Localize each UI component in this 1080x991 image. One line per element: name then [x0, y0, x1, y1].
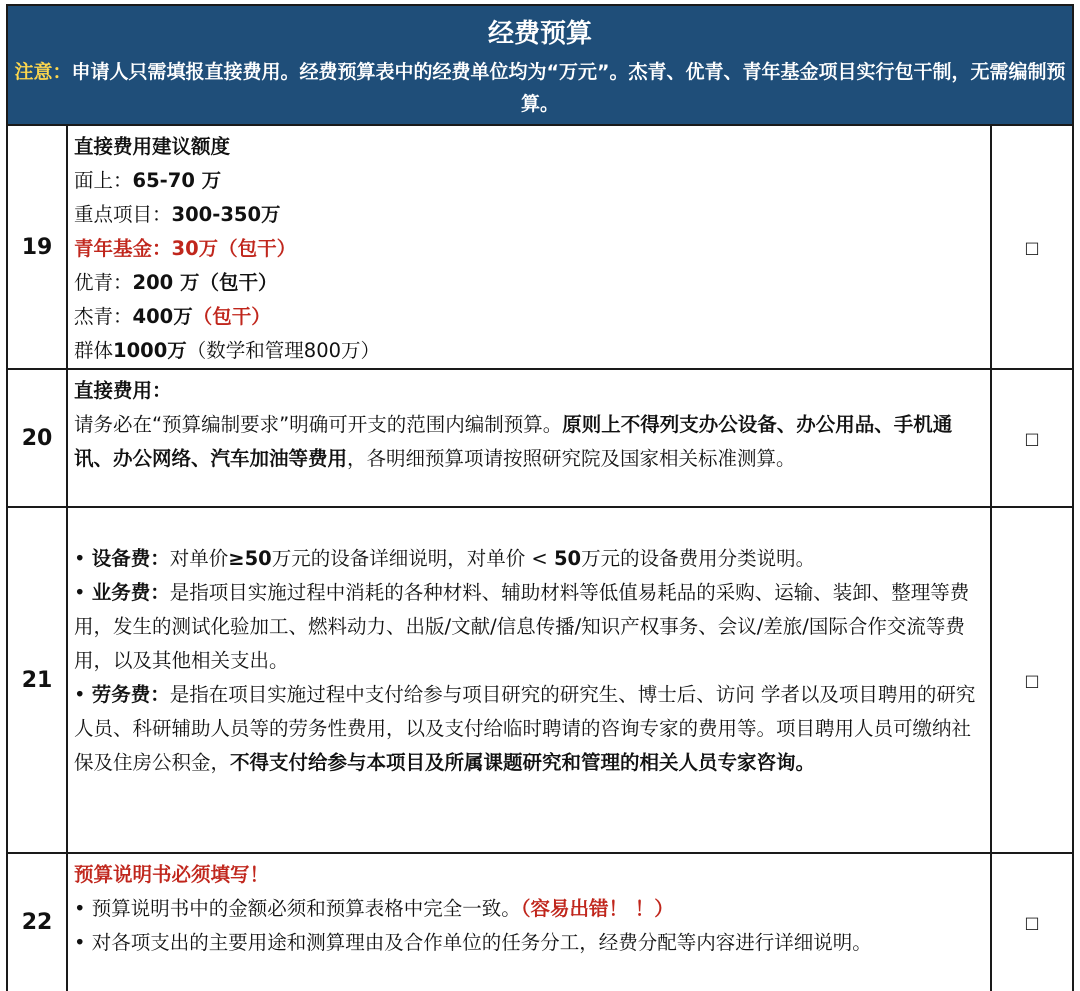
bullet-text: 万元的设备费用分类说明。 — [581, 547, 816, 570]
bullet-text: 预算说明书中的金额必须和预算表格中完全一致。 — [91, 897, 521, 920]
header-note — [8, 56, 1072, 120]
table-row-20 — [6, 370, 1074, 508]
section-header — [6, 4, 1074, 126]
bullet-title: 设备费： — [91, 547, 170, 570]
item-label: 群体 — [74, 339, 114, 362]
bullet-detail — [74, 926, 982, 960]
bullet-marker: • — [74, 547, 86, 570]
bullet-text: 是指在项目实施过程中支付给参与项目研究的研究生、博士后、访问 学者以及项目聘用的研究人员、科研辅助人员等的劳务性费用，以及支付给临时聘请的咨询专家的费用等。项目聘用人员可缴纳社保及住房公积金， — [74, 683, 976, 774]
bullet-marker: • — [74, 897, 86, 920]
item-suffix: （数学和管理800万） — [186, 339, 381, 362]
bullet-text-bold: 不得支付给参与本项目及所属课题研究和管理的相关人员专家咨询。 — [230, 751, 816, 774]
text-bold: 原则上不得列支办公设备、办公用品、手机通讯、办公网络、汽车加油等费用 — [74, 413, 953, 470]
checkbox[interactable]: □ — [990, 508, 1072, 852]
item-value: 30万（包干） — [171, 237, 297, 260]
item-value: 400万 — [132, 305, 193, 328]
row-heading: 直接费用建议额度 — [74, 135, 231, 158]
item-value: 300-350万 — [171, 203, 281, 226]
section-title: 经费预算 — [487, 19, 592, 49]
bullet-title: 劳务费： — [91, 683, 170, 706]
row-text — [74, 408, 982, 476]
bullet-title: 业务费： — [91, 581, 170, 604]
text-suffix: ，各明细预算项请按照研究院及国家相关标准测算。 — [347, 447, 796, 470]
row-content — [68, 508, 990, 852]
bullet-marker: • — [74, 581, 86, 604]
bullet-marker: • — [74, 931, 86, 954]
bullet-marker: • — [74, 683, 86, 706]
bullet-labor — [74, 678, 982, 780]
text-prefix: 请务必在“预算编制要求”明确可开支的范围内编制预算。 — [74, 413, 563, 436]
row-heading: 直接费用： — [74, 379, 172, 402]
item-value: 200 万（包干） — [132, 271, 278, 294]
row-content — [68, 854, 990, 991]
bullet-text: 对各项支出的主要用途和测算理由及合作单位的任务分工，经费分配等内容进行详细说明。 — [91, 931, 872, 954]
bullet-text: 对单价 — [169, 547, 229, 570]
bullet-text: 50 — [553, 547, 582, 570]
checkbox[interactable]: □ — [990, 126, 1072, 368]
item-mianshang — [74, 164, 982, 198]
bullet-text: 是指项目实施过程中消耗的各种材料、辅助材料等低值易耗品的采购、运输、装卸、整理等费用，发生的测试化验加工、燃料动力、出版/文献/信息传播/知识产权事务、会议/差旅/国际合作交流等费用，以及其他相关支出。 — [74, 581, 970, 672]
row-content — [68, 126, 990, 368]
bullet-text: ≥50 — [228, 547, 272, 570]
bullet-equipment — [74, 542, 982, 576]
item-jieqing — [74, 300, 982, 334]
item-label: 优青： — [74, 271, 133, 294]
bullet-business — [74, 576, 982, 678]
item-qingnian — [74, 232, 982, 266]
table-row-21 — [6, 508, 1074, 854]
bullet-text: 万元的设备详细说明，对单价 < — [271, 547, 554, 570]
item-qunti — [74, 334, 982, 368]
row-number: 21 — [8, 508, 68, 852]
item-label: 杰青： — [74, 305, 133, 328]
item-zhongdian — [74, 198, 982, 232]
row-number: 22 — [8, 854, 68, 991]
item-suffix: （包干） — [192, 305, 271, 328]
row-number: 19 — [8, 126, 68, 368]
table-row-22 — [6, 854, 1074, 991]
item-label: 面上： — [74, 169, 133, 192]
row-content — [68, 370, 990, 506]
checkbox[interactable]: □ — [990, 854, 1072, 991]
item-label: 重点项目： — [74, 203, 172, 226]
note-label: 注意： — [14, 61, 72, 83]
item-value: 1000万 — [113, 339, 187, 362]
bullet-warning: （容易出错！ ！） — [520, 897, 674, 920]
item-youqing — [74, 266, 982, 300]
bullet-consistency — [74, 892, 982, 926]
item-label: 青年基金： — [74, 237, 172, 260]
item-value: 65-70 万 — [132, 169, 222, 192]
checkbox[interactable]: □ — [990, 370, 1072, 506]
note-text: 申请人只需填报直接费用。经费预算表中的经费单位均为“万元”。杰青、优青、青年基金项目实行包干制，无需编制预算。 — [71, 61, 1066, 115]
row-number: 20 — [8, 370, 68, 506]
row-heading: 预算说明书必须填写！ — [74, 863, 270, 886]
table-row-19 — [6, 126, 1074, 370]
